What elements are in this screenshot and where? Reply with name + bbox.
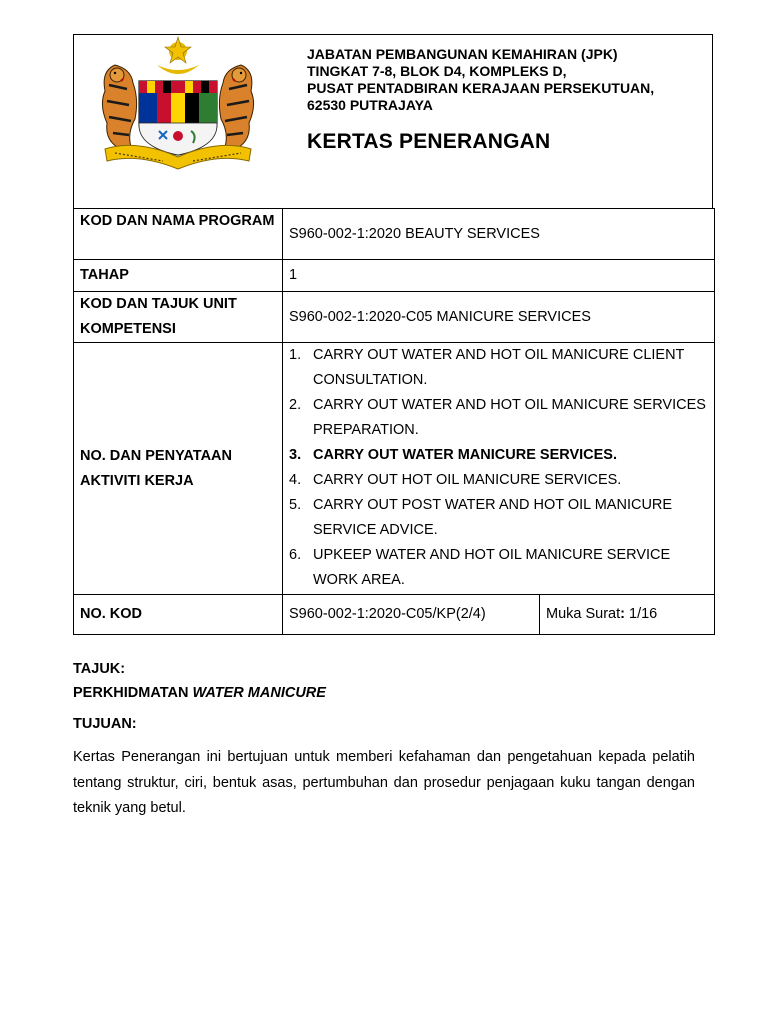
list-item <box>289 543 708 593</box>
purpose-paragraph: Kertas Penerangan ini bertujuan untuk memberi kefahaman dan pengetahuan kepada pelatih tentang struktur, ciri, bentuk asas, pertumbuhan dan prosedur penjagaan kuku tangan dengan teknik yang betul. <box>73 749 695 816</box>
activity-number: 1. <box>289 347 302 363</box>
purpose-heading: TUJUAN: <box>73 716 137 732</box>
activity-text: CARRY OUT WATER AND HOT OIL MANICURE SERVICES PREPARATION. <box>313 397 706 438</box>
document-header <box>73 34 713 208</box>
title-prefix: PERKHIDMATAN <box>73 685 193 701</box>
level-label: TAHAP <box>74 260 283 292</box>
left-tiger-icon <box>102 65 136 147</box>
title-heading: TAJUK: <box>73 661 126 677</box>
program-label: KOD DAN NAMA PROGRAM <box>74 209 283 260</box>
list-item <box>289 393 708 443</box>
activity-number: 2. <box>289 397 302 413</box>
activity-number: 5. <box>289 497 302 513</box>
activities-list <box>289 343 708 593</box>
table-row <box>74 292 715 343</box>
agency-line: JABATAN PEMBANGUNAN KEMAHIRAN (JPK) <box>307 46 618 62</box>
activities-cell <box>283 343 715 595</box>
program-value: S960-002-1:2020 BEAUTY SERVICES <box>283 209 715 260</box>
document-title: KERTAS PENERANGAN <box>307 130 551 153</box>
activity-number: 3. <box>289 447 302 463</box>
right-tiger-icon <box>219 65 253 147</box>
shield-icon <box>139 81 217 155</box>
activity-text: UPKEEP WATER AND HOT OIL MANICURE SERVICE WORK AREA. <box>313 547 671 588</box>
activity-number: 6. <box>289 547 302 563</box>
agency-line: TINGKAT 7-8, BLOK D4, KOMPLEKS D, <box>307 63 567 79</box>
program-info-table <box>73 208 715 635</box>
code-value: S960-002-1:2020-C05/KP(2/4) <box>283 595 540 635</box>
activity-text: CARRY OUT WATER MANICURE SERVICES. <box>313 447 617 463</box>
agency-address <box>307 46 654 114</box>
agency-line: 62530 PUTRAJAYA <box>307 97 433 113</box>
title-italic: WATER MANICURE <box>192 685 326 701</box>
unit-label: KOD DAN TAJUK UNIT KOMPETENSI <box>74 292 283 343</box>
list-item <box>289 343 708 393</box>
coat-of-arms-emblem <box>87 35 269 171</box>
title-value <box>73 679 695 707</box>
list-item <box>289 468 708 493</box>
unit-value: S960-002-1:2020-C05 MANICURE SERVICES <box>283 292 715 343</box>
activity-text: CARRY OUT POST WATER AND HOT OIL MANICURE SERVICE ADVICE. <box>313 497 673 538</box>
page-number-cell <box>540 595 715 635</box>
document-body <box>73 659 695 822</box>
list-item <box>289 493 708 543</box>
table-row <box>74 209 715 260</box>
activities-label: NO. DAN PENYATAAN AKTIVITI KERJA <box>74 343 283 595</box>
page-separator: : <box>620 606 625 622</box>
table-row <box>74 343 715 595</box>
code-label: NO. KOD <box>74 595 283 635</box>
list-item <box>289 443 708 468</box>
table-row <box>74 595 715 635</box>
crest-star-icon <box>157 37 199 74</box>
activity-number: 4. <box>289 472 302 488</box>
table-row <box>74 260 715 292</box>
activity-text: CARRY OUT WATER AND HOT OIL MANICURE CLIENT CONSULTATION. <box>313 347 685 388</box>
activity-text: CARRY OUT HOT OIL MANICURE SERVICES. <box>313 472 622 488</box>
page-label: Muka Surat <box>546 606 621 622</box>
agency-line: PUSAT PENTADBIRAN KERAJAAN PERSEKUTUAN, <box>307 80 655 96</box>
level-value: 1 <box>283 260 715 292</box>
page-value: 1/16 <box>625 606 658 622</box>
